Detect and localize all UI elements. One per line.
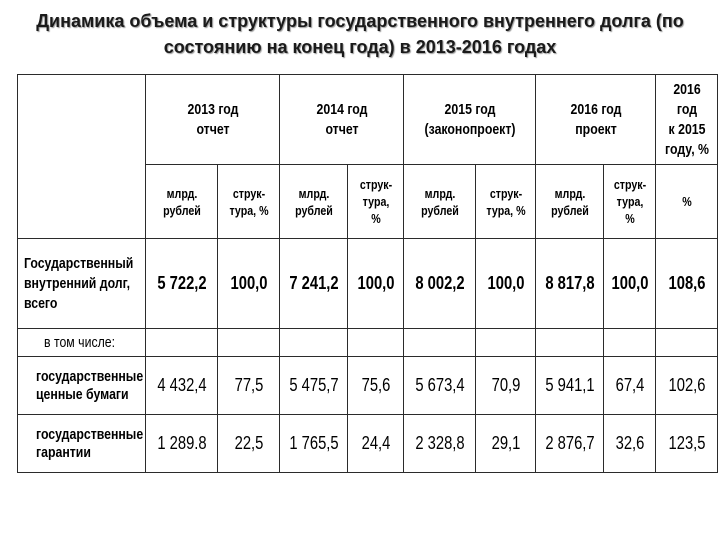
title-line-1: Динамика объема и структуры государственного внутреннего долга (по bbox=[36, 11, 684, 31]
cell-securities-2016-mlrd: 5 941,1 bbox=[542, 357, 598, 415]
year-header-2014: 2014 год отчет bbox=[291, 75, 393, 165]
table-row bbox=[18, 415, 718, 473]
cell-guarantees-2015-struct: 29,1 bbox=[481, 415, 530, 473]
cell-guarantees-2014-mlrd: 1 765,5 bbox=[286, 415, 342, 473]
year-header-2015: 2015 год (законопроект) bbox=[415, 75, 523, 165]
unit-mlrd-2016: млрд. рублей bbox=[542, 165, 598, 239]
unit-mlrd-2014: млрд. рублей bbox=[286, 165, 342, 239]
cell-total-2016-pct: 108,6 bbox=[661, 239, 712, 329]
cell-securities-2014-mlrd: 5 475,7 bbox=[286, 357, 342, 415]
page-title bbox=[20, 8, 700, 60]
unit-mlrd-2015: млрд. рублей bbox=[410, 165, 469, 239]
row-label-guarantees: государственные гарантии bbox=[18, 415, 146, 473]
row-label-total: Государственный внутренний долг, всего bbox=[18, 239, 146, 329]
cell-securities-2013-struct: 77,5 bbox=[223, 357, 274, 415]
year-header-2016-vs-2015: 2016 год к 2015 году, % bbox=[661, 75, 712, 165]
header-empty-cell bbox=[18, 75, 146, 239]
year-header-2016: 2016 год проект bbox=[546, 75, 644, 165]
title-line-2: состоянию на конец года) в 2013-2016 годах bbox=[163, 37, 557, 57]
cell-guarantees-2016-struct: 32,6 bbox=[608, 415, 651, 473]
table-row bbox=[18, 239, 718, 329]
row-label-securities: государственные ценные бумаги bbox=[18, 357, 146, 415]
header-row-years bbox=[18, 75, 718, 165]
cell-securities-2016-struct: 67,4 bbox=[608, 357, 651, 415]
unit-struct-2014: струк- тура, % bbox=[353, 165, 399, 239]
cell-guarantees-2014-struct: 24,4 bbox=[353, 415, 399, 473]
cell-guarantees-2013-struct: 22,5 bbox=[223, 415, 274, 473]
table-row bbox=[18, 329, 718, 357]
unit-struct-2015: струк- тура, % bbox=[481, 165, 530, 239]
cell-total-2015-struct: 100,0 bbox=[481, 239, 530, 329]
cell-guarantees-2016-mlrd: 2 876,7 bbox=[542, 415, 598, 473]
cell-total-2013-struct: 100,0 bbox=[223, 239, 274, 329]
cell-total-2013-mlrd: 5 722,2 bbox=[152, 239, 211, 329]
unit-struct-2016: струк- тура, % bbox=[608, 165, 651, 239]
cell-securities-2015-mlrd: 5 673,4 bbox=[410, 357, 469, 415]
table-row bbox=[18, 357, 718, 415]
cell-guarantees-2016-pct: 123,5 bbox=[661, 415, 712, 473]
cell-total-2014-struct: 100,0 bbox=[353, 239, 399, 329]
cell-total-2016-mlrd: 8 817,8 bbox=[542, 239, 598, 329]
unit-mlrd-2013: млрд. рублей bbox=[152, 165, 211, 239]
cell-securities-2014-struct: 75,6 bbox=[353, 357, 399, 415]
unit-pct: % bbox=[661, 165, 712, 239]
cell-total-2016-struct: 100,0 bbox=[608, 239, 651, 329]
year-header-2013: 2013 год отчет bbox=[158, 75, 268, 165]
cell-securities-2013-mlrd: 4 432,4 bbox=[152, 357, 211, 415]
debt-table bbox=[17, 74, 718, 473]
cell-guarantees-2015-mlrd: 2 328,8 bbox=[410, 415, 469, 473]
cell-total-2014-mlrd: 7 241,2 bbox=[286, 239, 342, 329]
cell-securities-2016-pct: 102,6 bbox=[661, 357, 712, 415]
row-label-including: в том числе: bbox=[18, 329, 146, 357]
cell-total-2015-mlrd: 8 002,2 bbox=[410, 239, 469, 329]
cell-guarantees-2013-mlrd: 1 289.8 bbox=[152, 415, 211, 473]
cell-securities-2015-struct: 70,9 bbox=[481, 357, 530, 415]
unit-struct-2013: струк- тура, % bbox=[223, 165, 274, 239]
